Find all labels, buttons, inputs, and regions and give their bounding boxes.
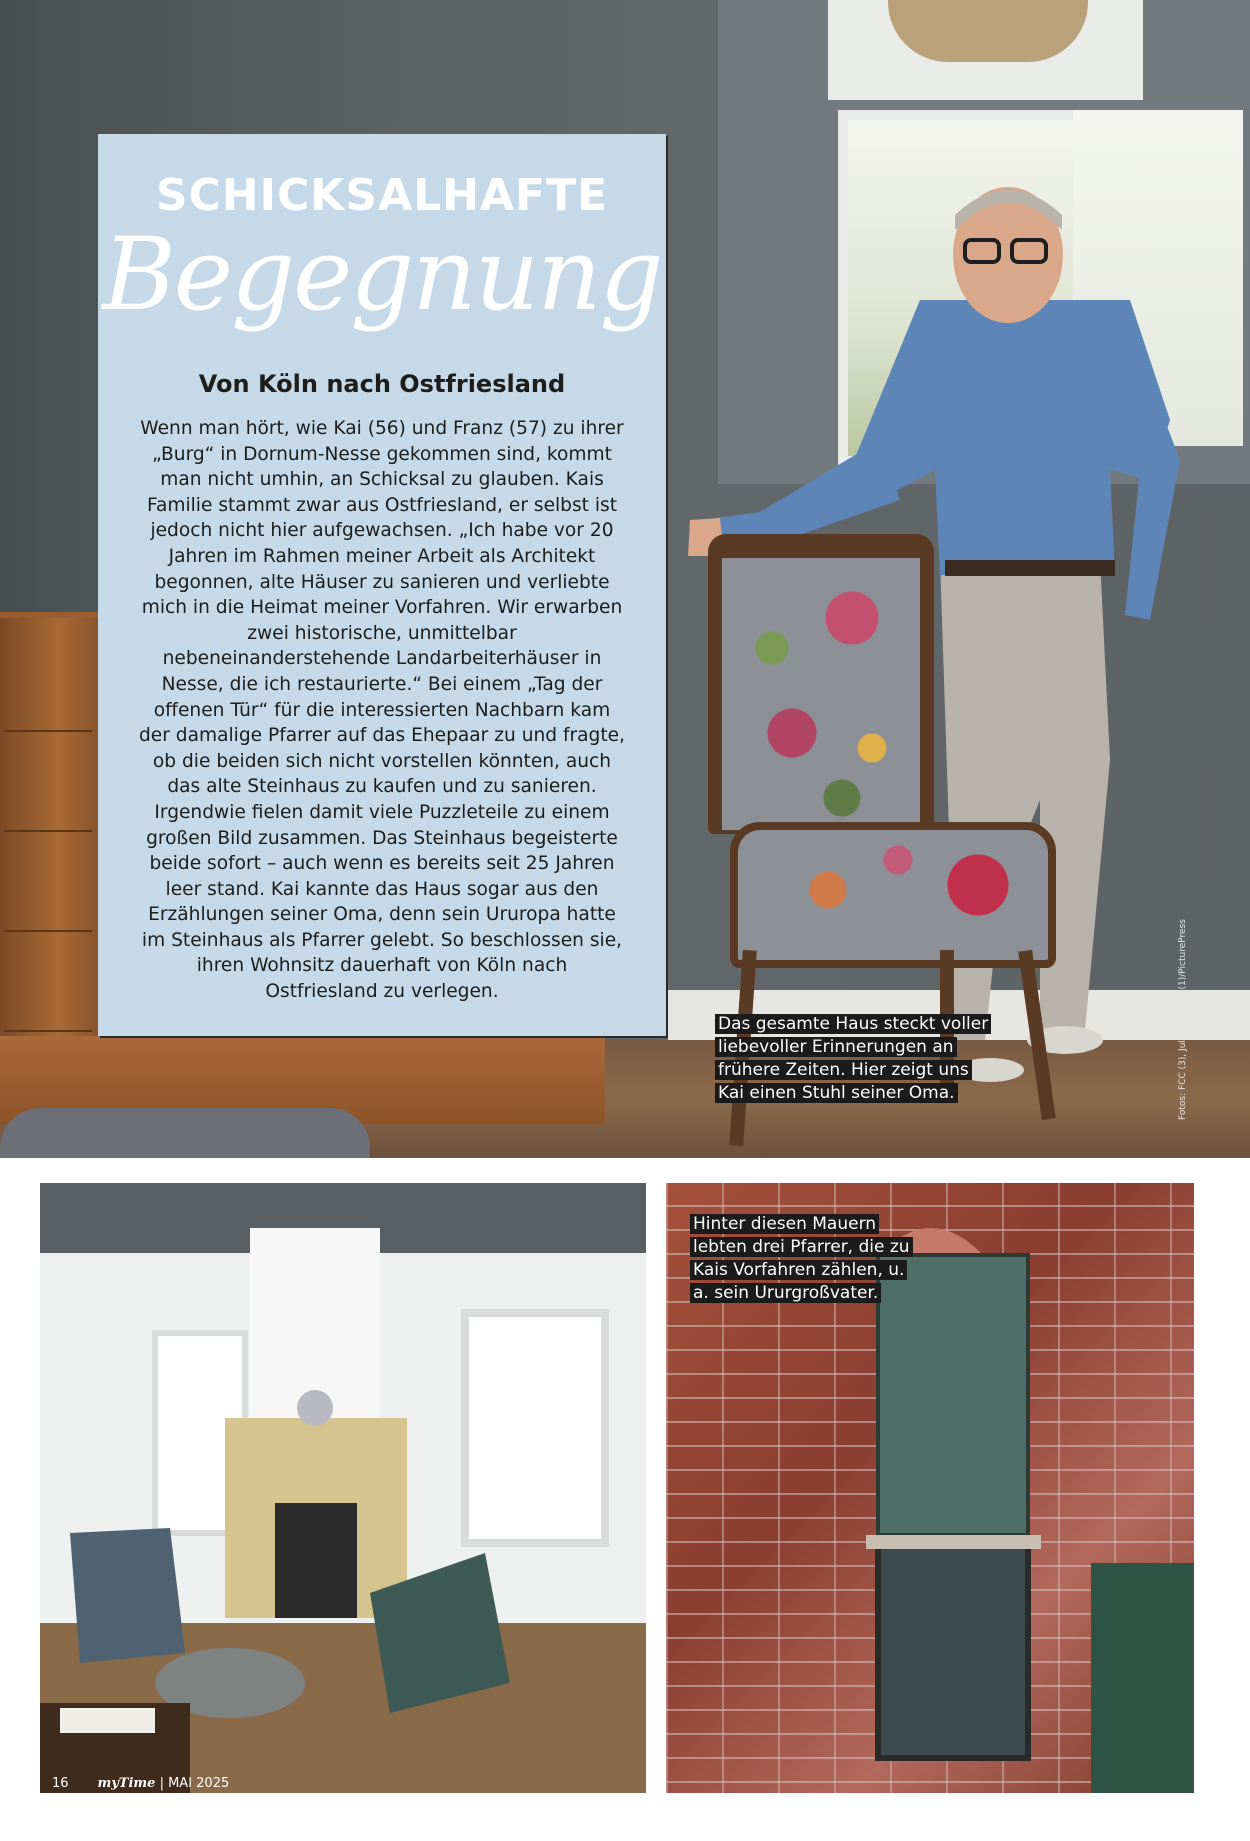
issue-label: | MAI 2025 [159, 1776, 230, 1791]
caption-brick-text: Hinter diesen Mauern lebten drei Pfarrer, die zu Kais Vorfahren zählen, u. a. sein Ururgroßvater. [690, 1214, 913, 1303]
article-title: Begegnung [102, 216, 662, 333]
article-body: Wenn man hört, wie Kai (56) und Franz (57) zu ihrer „Burg“ in Dornum-Nesse gekommen sind, kommt man nicht umhin, an Schicksal zu glauben. Kais Familie stammt zwar aus Ostfriesland, er selbst ist jedoch nicht hier aufgewachsen. „Ich habe vor 20 Jahren im Rahmen meiner Arbeit als Architekt begonnen, alte Häuser zu sanieren und verliebte mich in die Heimat meiner Vorfahren. Wir erwarben zwei historische, unmittelbar nebeneinanderstehende Landarbeiterhäuser in Nesse, die ich restaurierte.“ Bei einem „Tag der offenen Tür“ für die interessierten Nachbarn kam der damalige Pfarrer auf das Ehepaar zu und fragte, ob die beiden sich nicht vorstellen könnten, auch das alte Steinhaus zu kaufen und zu sanieren. Irgendwie fielen damit viele Puzzleteile zu einem großen Bild zusammen. Das Steinhaus begeisterte beide sofort – auch wenn es bereits seit 25 Jahren leer stand. Kai kannte das Haus sogar aus den Erzählungen seiner Oma, denn sein Ururopa hatte im Steinhaus als Pfarrer gelebt. So beschlossen sie, ihren Wohnsitz dauerhaft von Köln nach Ostfriesland zu verlegen. [139, 418, 625, 1003]
shirt-arm [700, 440, 900, 548]
fireplace-opening [275, 1503, 357, 1618]
living-room-illustration [40, 1183, 646, 1793]
shirt-arm [1110, 330, 1180, 620]
book [60, 1708, 155, 1733]
chimney-hood [250, 1228, 380, 1418]
caption-brick [690, 1213, 920, 1305]
decor-plate [297, 1390, 333, 1426]
page-number: 16 [52, 1776, 69, 1791]
upholstered-chair-seat [730, 822, 1056, 968]
living-room-photo [40, 1183, 646, 1793]
lower-window [878, 1543, 1028, 1758]
article-card [98, 134, 666, 1036]
upholstered-chair-back [708, 534, 934, 834]
magazine-brand: myTime [97, 1776, 156, 1791]
article-subhead: Von Köln nach Ostfriesland [198, 370, 566, 398]
window-sill [866, 1535, 1041, 1549]
window-right [465, 1313, 605, 1543]
belt [945, 560, 1115, 576]
photo-credit: Fotos: FCC (3), Julia Hoersch (1)/PicturePress [1178, 919, 1188, 1120]
floral-embroidery [722, 558, 920, 830]
green-shutter [1091, 1563, 1194, 1793]
page-footer [52, 1776, 229, 1791]
caption-chair-text: Das gesamte Haus steckt voller liebevoller Erinnerungen an frühere Zeiten. Hier zeigt uns Kai einen Stuhl seiner Oma. [715, 1014, 991, 1103]
article-kicker: SCHICKSALHAFTE [155, 170, 609, 221]
caption-chair [715, 1013, 995, 1105]
plaid-armchair [70, 1528, 185, 1663]
